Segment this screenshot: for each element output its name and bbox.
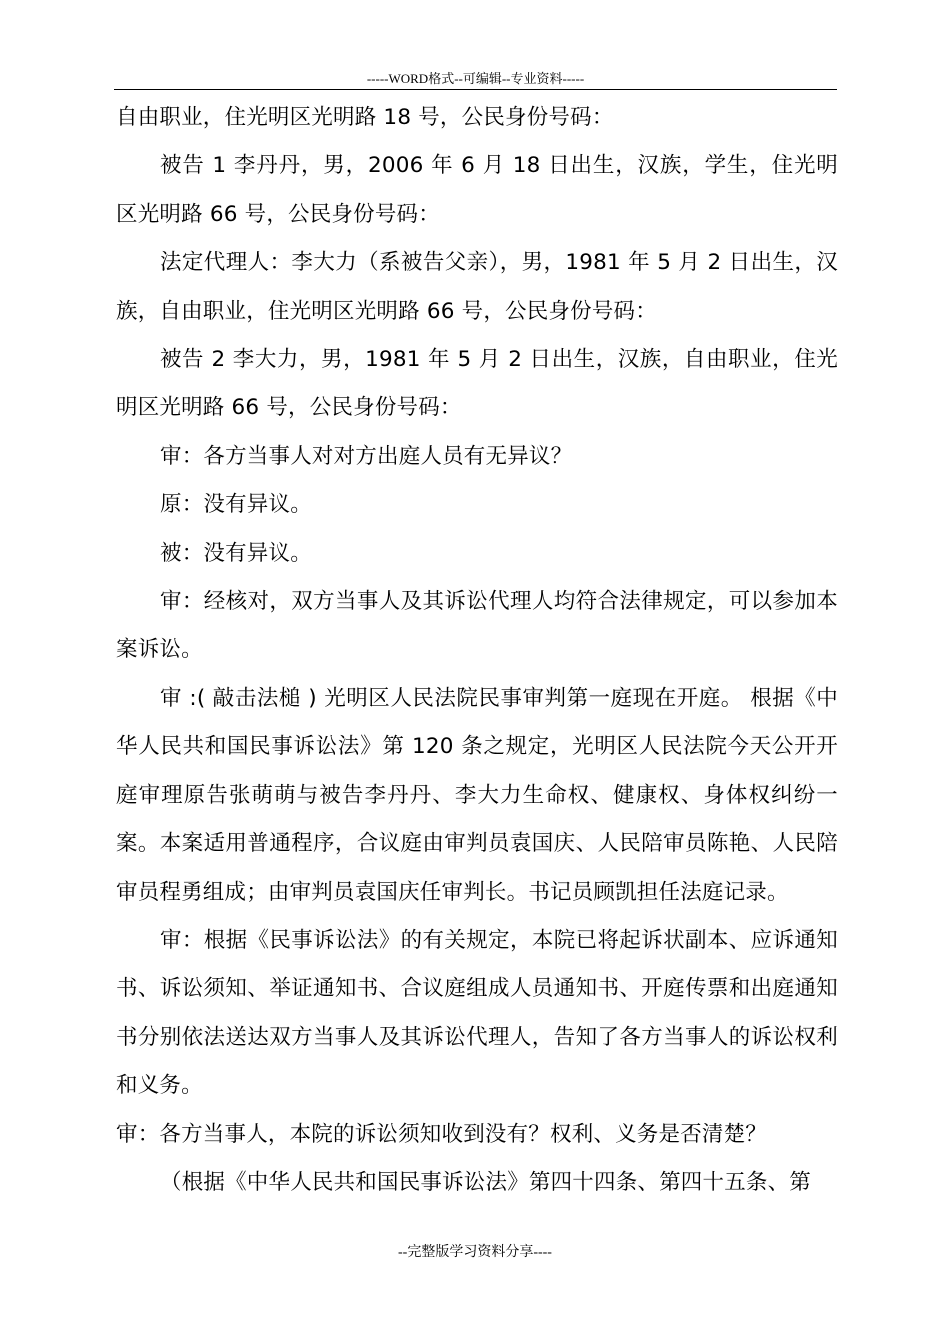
paragraph-1: 自由职业，住光明区光明路 18 号，公民身份号码： [116,105,614,130]
paragraph-10: 审：根据《民事诉讼法》的有关规定，本院已将起诉状副本、应诉通知书、诉讼须知、举证通知书、合议庭组成人员通知书、开庭传票和出庭通知书分别依法送达双方当事人及其诉讼代理人，告知了各方当事人的诉讼权利和义务。 [116,927,838,1099]
paragraph-3: 法定代理人：李大力（系被告父亲），男，1981 年 5 月 2 日出生，汉族，自由职业，住光明区光明路 66 号，公民身份号码： [116,250,838,324]
paragraph-8: 审：经核对，双方当事人及其诉讼代理人均符合法律规定，可以参加本案诉讼。 [116,589,838,663]
paragraph-9: 审 :( 敲击法槌 ) 光明区人民法院民事审判第一庭现在开庭。 根据《中华人民共和国民事诉讼法》第 120 条之规定，光明区人民法院今天公开开庭审理原告张萌萌与被告李丹丹、李大力生命权、健康权、身体权纠纷一案。本案适用普通程序，合议庭由审判员袁国庆、人民陪审员陈艳、人民陪审员程勇组成；由审判员袁国庆任审判长。书记员顾凯担任法庭记录。 [116,685,838,905]
paragraph-7: 被：没有异议。 [160,540,312,566]
page-header: -----WORD格式--可编辑--专业资料----- [366,71,585,86]
page-footer: --完整版学习资料分享---- [398,1245,552,1260]
paragraph-5: 审：各方当事人对对方出庭人员有无异议？ [160,443,573,469]
paragraph-11: 审：各方当事人，本院的诉讼须知收到没有？权利、义务是否清楚？ [116,1121,768,1147]
paragraph-4: 被告 2 李大力，男，1981 年 5 月 2 日出生，汉族，自由职业，住光明区光明路 66 号，公民身份号码： [116,347,838,421]
paragraph-12: （根据《中华人民共和国民事诉讼法》第四十四条、第四十五条、第 [160,1169,812,1195]
paragraph-6: 原：没有异议。 [160,492,312,518]
header-rule [114,89,837,90]
paragraph-2: 被告 1 李丹丹，男，2006 年 6 月 18 日出生，汉族，学生，住光明区光明路 66 号，公民身份号码： [116,153,838,227]
document-body [116,94,838,1207]
